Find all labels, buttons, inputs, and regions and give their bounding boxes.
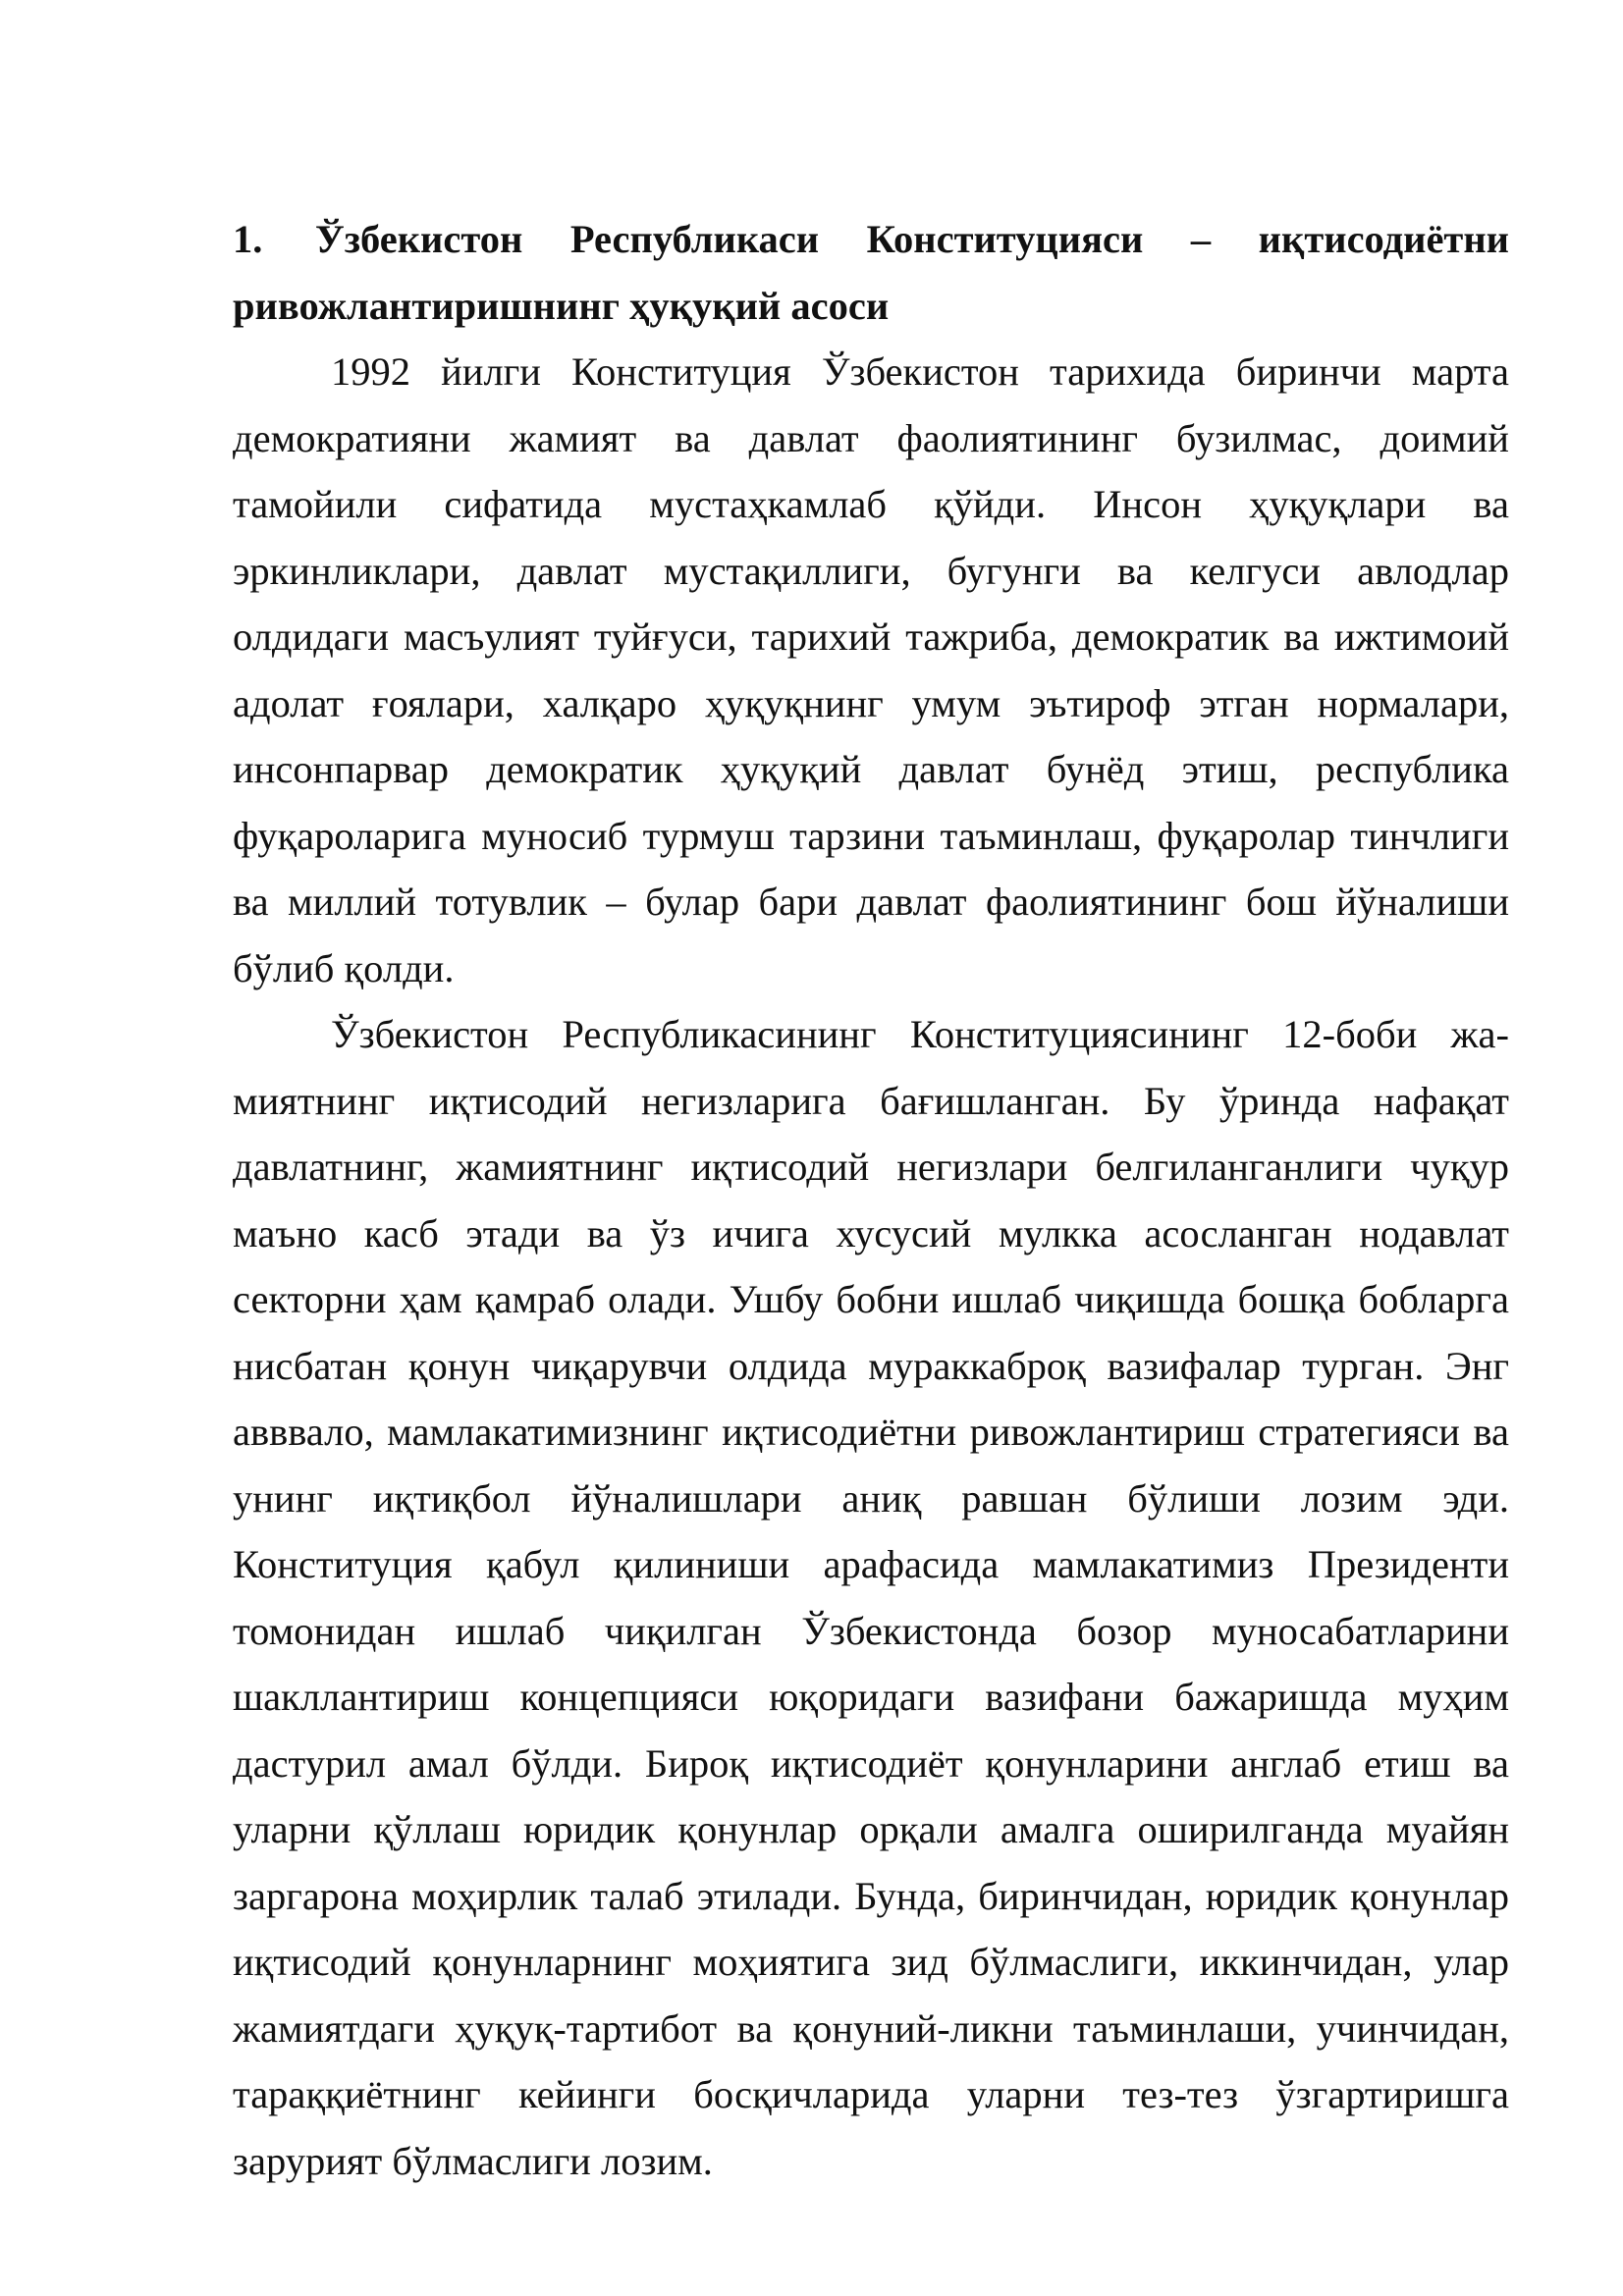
paragraph-1: 1992 йилги Конституция Ўзбекистон тарихида биринчи марта демократияни жамият ва давлат фаолиятининг бузилмас, доимий тамойили сифатида мустаҳкамлаб қўйди. Инсон ҳуқуқлари ва эркинликлари, давлат мустақиллиги, бугунги ва келгуси авлодлар олдидаги масъулият туйғуси, тарихий тажриба, демократик ва ижтимоий адолат ғоялари, халқаро ҳуқуқнинг умум эътироф этган нормалари, инсонпарвар демократик ҳуқуқий давлат бунёд этиш, республика фуқароларига муносиб турмуш тарзини таъминлаш, фуқаролар тинчлиги ва миллий тотувлик – булар бари давлат фаолиятининг бош йўналиши бўлиб қолди. [233,349,1509,990]
paragraph-2: Ўзбекистон Республикасининг Конституциясининг 12-боби жа-миятнинг иқтисодий негизларига бағишланган. Бу ўринда нафақат давлатнинг, жамиятнинг иқтисодий негизлари белгиланганлиги чуқур маъно касб этади ва ўз ичига хусусий мулкка асосланган нодавлат секторни ҳам қамраб олади. Ушбу бобни ишлаб чиқишда бошқа бобларга нисбатан қонун чиқарувчи олдида мураккаброқ вазифалар турган. Энг авввало, мамлакатимизнинг иқтисодиётни ривожлантириш стратегияси ва унинг иқтиқбол йўналишлари аниқ равшан бўлиши лозим эди. Конституция қабул қилиниши арафасида мамлакатимиз Президенти томонидан ишлаб чиқилган Ўзбекистонда бозор муносабатларини шакллантириш концепцияси юқоридаги вазифани бажаришда муҳим дастурил амал бўлди. Бироқ иқтисодиёт қонунларини англаб етиш ва уларни қўллаш юридик қонунлар орқали амалга оширилганда муайян заргарона моҳирлик талаб этилади. Бунда, биринчидан, юридик қонунлар иқтисодий қонунларнинг моҳиятига зид бўлмаслиги, иккинчидан, улар жамиятдаги ҳуқуқ-тартибот ва қонуний-ликни таъминлаши, учинчидан, тараққиётнинг кейинги босқичларида уларни тез-тез ўзгартиришга зарурият бўлмаслиги лозим. [233,1012,1509,2183]
section-heading [233,206,1509,339]
section-title: Ўзбекистон Республикаси Конституцияси – иқтисодиётни ривожлантиришнинг ҳуқуқий асоси [233,217,1509,328]
section-number: 1. [233,217,263,261]
document-page [233,206,1509,2194]
